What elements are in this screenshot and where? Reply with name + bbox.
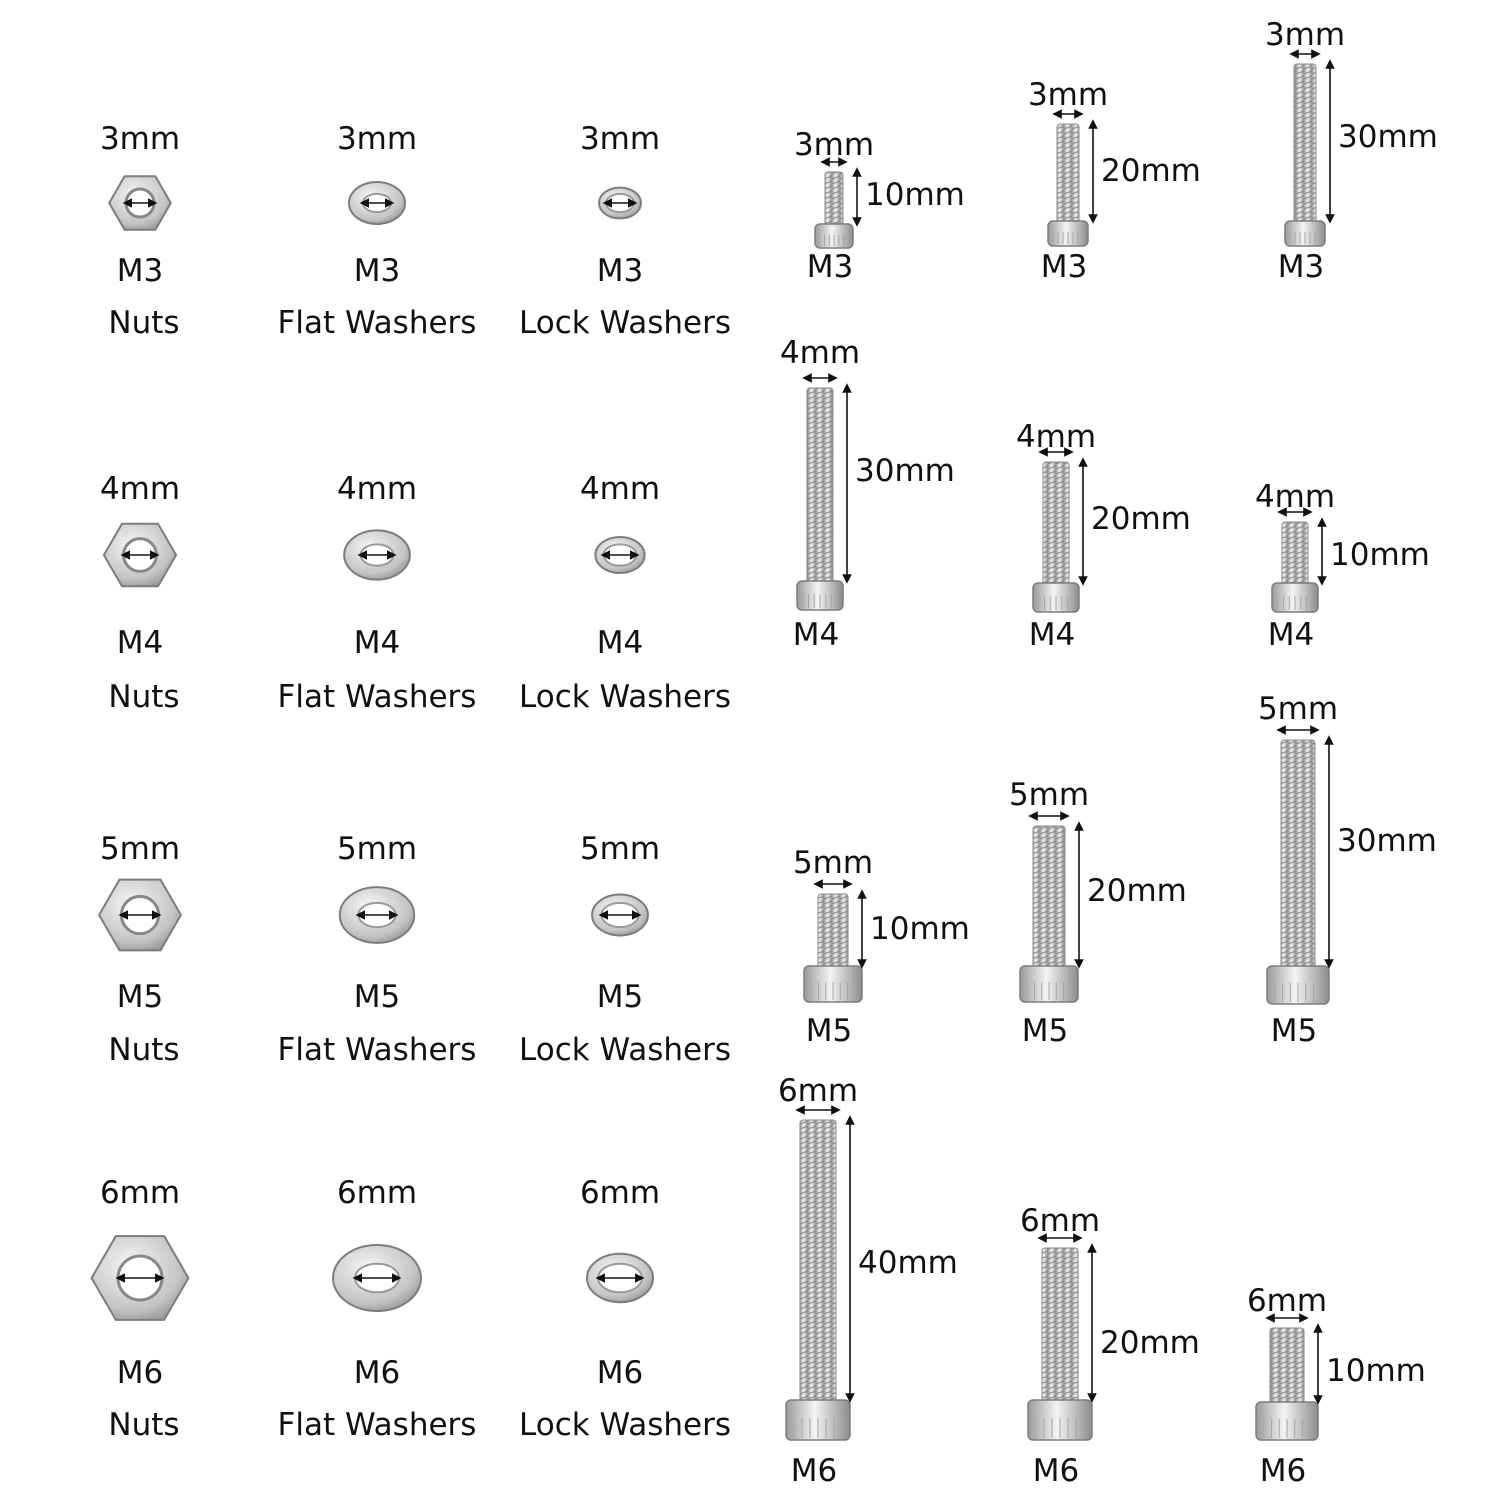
nuts-name-label: Nuts: [108, 305, 180, 341]
nuts-name-label: Nuts: [108, 1407, 180, 1443]
lock-washer-m3: [599, 188, 641, 219]
screw-size-label: M4: [1028, 617, 1076, 653]
lock-washers-name-label: Lock Washers: [519, 1407, 731, 1443]
flat-washers-name-label: Flat Washers: [277, 679, 477, 715]
socket-head-screw-m6-40mm: [786, 1110, 850, 1440]
flat-washer-size-label: M6: [353, 1355, 401, 1391]
screw-diameter-label: 5mm: [1008, 777, 1090, 813]
flat-washer-m3: [349, 182, 405, 224]
lock-washer-diameter-label: 6mm: [579, 1175, 661, 1211]
screw-diameter-label: 3mm: [1264, 17, 1346, 53]
screw-length-label: 10mm: [1330, 537, 1430, 573]
screw-diameter-label: 4mm: [1015, 419, 1097, 455]
lock-washer-m5: [592, 895, 648, 936]
socket-head-screw-m3-20mm: [1048, 114, 1093, 246]
lock-washer-size-label: M5: [596, 979, 644, 1015]
screw-diameter-label: 3mm: [793, 127, 875, 163]
nuts-name-label: Nuts: [108, 1032, 180, 1068]
hex-nut-m5: [99, 880, 181, 951]
screw-diameter-label: 6mm: [1246, 1283, 1328, 1319]
nut-diameter-label: 6mm: [99, 1175, 181, 1211]
flat-washer-m5: [340, 887, 414, 943]
socket-head-screw-m6-10mm: [1256, 1318, 1318, 1440]
lock-washers-name-label: Lock Washers: [519, 305, 731, 341]
nut-size-label: M5: [116, 979, 164, 1015]
screw-size-label: M6: [790, 1453, 838, 1489]
nut-size-label: M4: [116, 625, 164, 661]
flat-washer-diameter-label: 3mm: [336, 121, 418, 157]
nut-size-label: M6: [116, 1355, 164, 1391]
flat-washer-size-label: M4: [353, 625, 401, 661]
socket-head-screw-m5-20mm: [1020, 816, 1079, 1002]
lock-washer-m4: [595, 537, 644, 573]
socket-head-screw-m4-30mm: [797, 378, 847, 610]
screw-length-label: 20mm: [1100, 1325, 1200, 1361]
socket-head-screw-m5-30mm: [1267, 730, 1329, 1004]
screw-diameter-label: 5mm: [792, 845, 874, 881]
screw-size-label: M6: [1259, 1453, 1307, 1489]
screw-length-label: 10mm: [1326, 1353, 1426, 1389]
hex-nut-m6: [92, 1236, 189, 1320]
screw-size-label: M3: [806, 249, 854, 285]
flat-washer-m4: [344, 530, 410, 579]
hex-nut-m4: [104, 524, 176, 586]
lock-washers-name-label: Lock Washers: [519, 679, 731, 715]
socket-head-screw-m6-20mm: [1028, 1238, 1092, 1440]
screw-size-label: M4: [792, 617, 840, 653]
lock-washer-diameter-label: 5mm: [579, 831, 661, 867]
nuts-name-label: Nuts: [108, 679, 180, 715]
flat-washer-m6: [333, 1245, 421, 1311]
lock-washers-name-label: Lock Washers: [519, 1032, 731, 1068]
flat-washer-size-label: M3: [353, 253, 401, 289]
screw-length-label: 20mm: [1101, 153, 1201, 189]
screw-size-label: M6: [1032, 1453, 1080, 1489]
socket-head-screw-m4-20mm: [1033, 452, 1083, 612]
nut-diameter-label: 5mm: [99, 831, 181, 867]
lock-washer-size-label: M4: [596, 625, 644, 661]
screw-length-label: 40mm: [858, 1245, 958, 1281]
flat-washer-diameter-label: 5mm: [336, 831, 418, 867]
screw-length-label: 20mm: [1091, 501, 1191, 537]
screw-size-label: M3: [1040, 249, 1088, 285]
lock-washer-diameter-label: 3mm: [579, 121, 661, 157]
flat-washer-diameter-label: 6mm: [336, 1175, 418, 1211]
screw-length-label: 10mm: [865, 177, 965, 213]
lock-washer-m6: [587, 1254, 653, 1302]
nut-diameter-label: 3mm: [99, 121, 181, 157]
screw-diameter-label: 4mm: [779, 335, 861, 371]
lock-washer-size-label: M6: [596, 1355, 644, 1391]
nut-size-label: M3: [116, 253, 164, 289]
screw-diameter-label: 5mm: [1257, 691, 1339, 727]
screw-diameter-label: 6mm: [777, 1073, 859, 1109]
flat-washers-name-label: Flat Washers: [277, 305, 477, 341]
screw-size-label: M3: [1277, 249, 1325, 285]
screw-length-label: 30mm: [855, 453, 955, 489]
screw-length-label: 20mm: [1087, 873, 1187, 909]
socket-head-screw-m3-30mm: [1285, 54, 1330, 246]
lock-washer-diameter-label: 4mm: [579, 471, 661, 507]
screw-size-label: M5: [805, 1013, 853, 1049]
screw-size-label: M5: [1270, 1013, 1318, 1049]
flat-washer-diameter-label: 4mm: [336, 471, 418, 507]
lock-washer-size-label: M3: [596, 253, 644, 289]
flat-washers-name-label: Flat Washers: [277, 1407, 477, 1443]
screw-diameter-label: 6mm: [1019, 1203, 1101, 1239]
screw-diameter-label: 3mm: [1027, 77, 1109, 113]
socket-head-screw-m3-10mm: [815, 162, 857, 248]
hex-nut-m3: [109, 176, 171, 229]
nut-diameter-label: 4mm: [99, 471, 181, 507]
screw-length-label: 30mm: [1337, 823, 1437, 859]
flat-washers-name-label: Flat Washers: [277, 1032, 477, 1068]
screw-diameter-label: 4mm: [1254, 479, 1336, 515]
socket-head-screw-m4-10mm: [1272, 512, 1322, 612]
screw-size-label: M4: [1267, 617, 1315, 653]
socket-head-screw-m5-10mm: [804, 884, 862, 1002]
flat-washer-size-label: M5: [353, 979, 401, 1015]
screw-length-label: 30mm: [1338, 119, 1438, 155]
screw-size-label: M5: [1021, 1013, 1069, 1049]
screw-length-label: 10mm: [870, 911, 970, 947]
